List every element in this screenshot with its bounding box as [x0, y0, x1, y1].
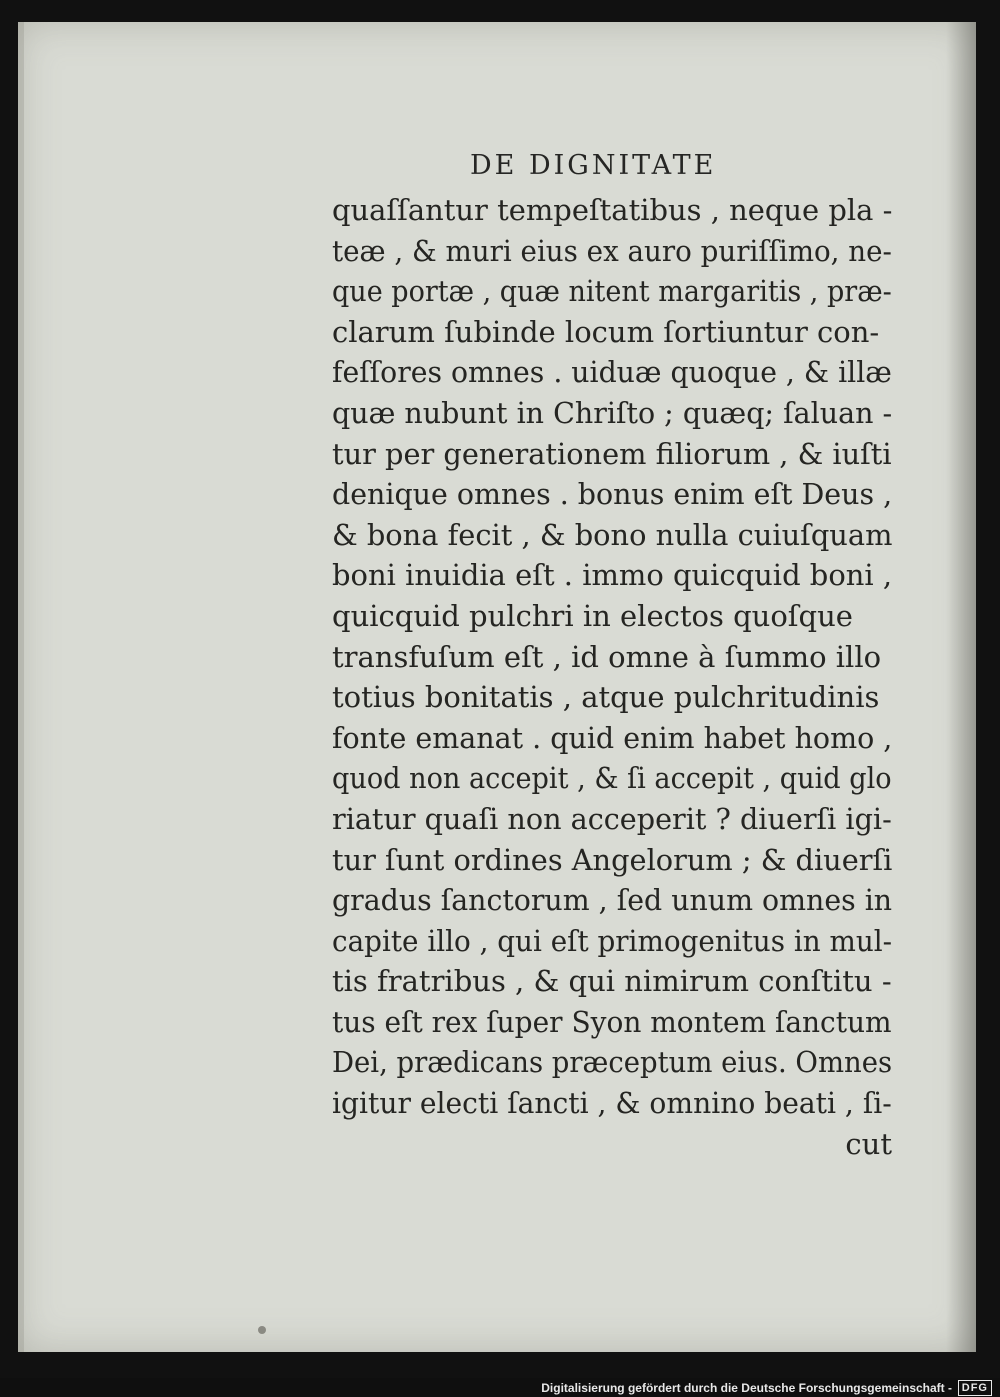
text-line: quaſſantur tempeſtatibus , neque pla -: [332, 193, 893, 227]
text-line: fonte emanat . quid enim habet homo ,: [332, 720, 893, 755]
text-line: igitur electi ſancti , & omnino beati , ſi-: [332, 1086, 892, 1121]
text-line: quod non accepit , & ſi accepit , quid glo: [332, 761, 892, 796]
text-line: que portæ , quæ nitent margaritis , præ-: [332, 274, 892, 309]
text-line: teæ , & muri eius ex auro puriſſimo, ne-: [332, 233, 892, 268]
running-head: DE DIGNITATE: [470, 150, 717, 181]
text-line: tur per generationem filiorum , & iuſti: [332, 436, 892, 471]
text-line: tis fratribus , & qui nimirum conſtitu -: [332, 964, 892, 999]
page-edge: [18, 22, 24, 1352]
digitization-credit: Digitalisierung gefördert durch die Deutsche Forschungsgemeinschaft -: [541, 1381, 952, 1395]
text-line: denique omnes . bonus enim eſt Deus ,: [332, 477, 893, 512]
text-line: tur ſunt ordines Angelorum ; & diuerſi: [332, 842, 893, 877]
text-line: quæ nubunt in Chriſto ; quæq; ſaluan -: [332, 395, 893, 430]
text-line: capite illo , qui eſt primogenitus in mul-: [332, 923, 893, 958]
text-line: Dei, prædicans præceptum eius. Omnes: [332, 1045, 893, 1080]
text-line: transfuſum eſt , id omne à ſummo illo: [332, 639, 882, 674]
dfg-logo: DFG: [958, 1380, 992, 1396]
text-line: & bona fecit , & bono nulla cuiuſquam: [332, 517, 893, 552]
text-line: feſſores omnes . uiduæ quoque , & illæ: [332, 355, 892, 390]
text-line: boni inuidia eſt . immo quicquid boni ,: [332, 558, 893, 593]
ink-smudge: [258, 1326, 266, 1334]
spine-shadow: [946, 22, 976, 1352]
text-line: clarum ſubinde locum ſortiuntur con-: [332, 314, 880, 349]
body-text: [332, 190, 892, 1164]
text-line: quicquid pulchri in electos quoſque: [332, 598, 853, 633]
text-line: riatur quaſi non acceperit ? diuerſi igi-: [332, 801, 892, 836]
catchword: cut: [845, 1126, 892, 1161]
text-line: tus eſt rex ſuper Syon montem ſanctum: [332, 1004, 892, 1039]
text-line: gradus ſanctorum , ſed unum omnes in: [332, 883, 893, 918]
text-line: totius bonitatis , atque pulchritudinis: [332, 680, 880, 715]
